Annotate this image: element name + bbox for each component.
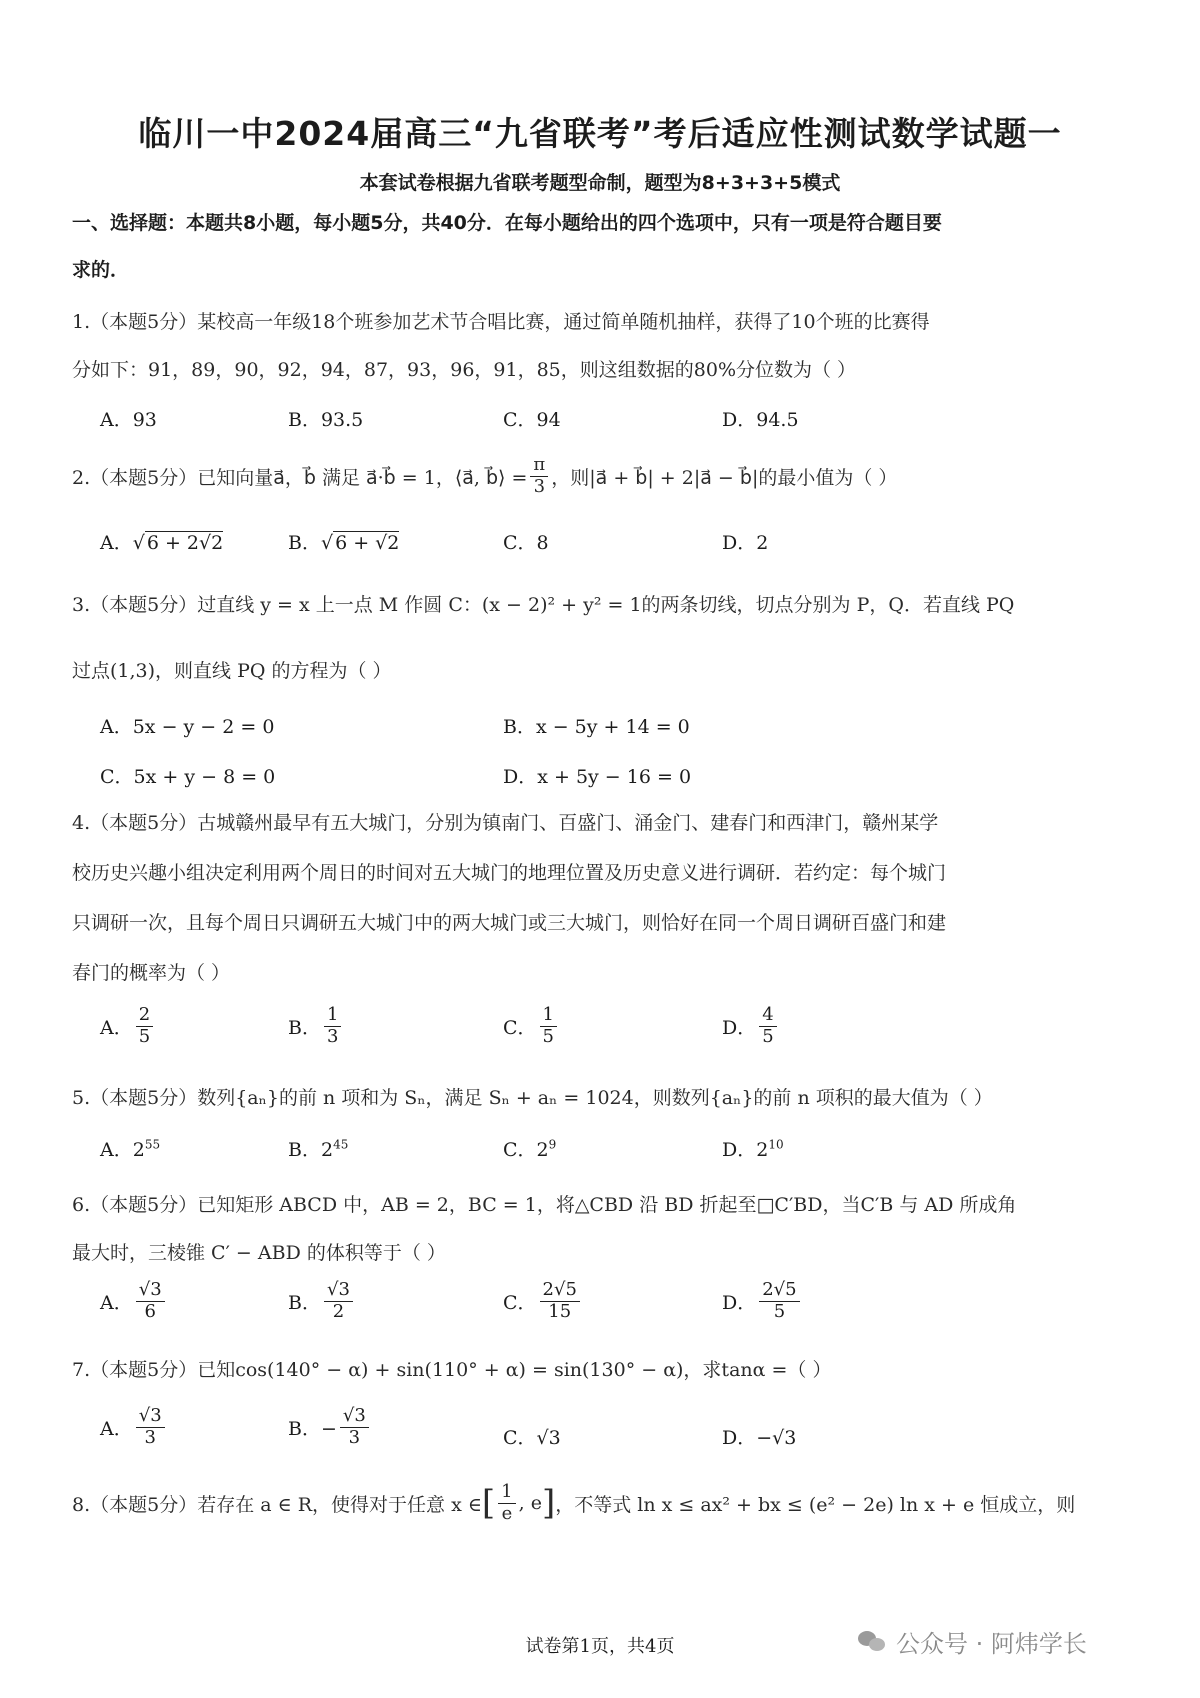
question-7-line1: 7.（本题5分）已知cos(140° − α) + sin(110° + α) = sin(130° − α)，求tanα =（ ） [72,1359,832,1381]
question-5-line1: 5.（本题5分）数列{aₙ}的前 n 项和为 Sₙ，满足 Sₙ + aₙ = 1024，则数列{aₙ}的前 n 项积的最大值为（ ） [72,1087,993,1109]
question-6-line1: 6.（本题5分）已知矩形 ABCD 中，AB = 2，BC = 1，将△CBD 沿 BD 折起至□C′BD，当C′B 与 AD 所成角 [72,1194,1017,1216]
option-label: D． [722,1291,757,1314]
fraction-numerator: 2√5 [540,1280,580,1302]
page-subtitle: 本套试卷根据九省联考题型命制，题型为8+3+3+5模式 [359,172,841,194]
question-5-option-a [100,1135,160,1162]
fraction-numerator: √3 [340,1406,369,1428]
question-2-text2: ，则|a⃗ + b⃗| + 2|a⃗ − b⃗|的最小值为（ ） [551,466,898,489]
fraction-denominator: 2 [332,1300,345,1322]
option-fraction [540,1280,580,1322]
option-fraction [340,1406,369,1448]
question-6-option-b [288,1280,356,1322]
fraction-numerator: 1 [540,1005,557,1027]
fraction-denominator: 3 [348,1426,361,1448]
option-fraction [136,1005,153,1047]
fraction-numerator: 2 [136,1005,153,1027]
fraction-denominator: 5 [542,1025,554,1047]
section-heading-line2: 求的． [72,259,130,281]
fraction-numerator: π [530,455,548,477]
question-3-line1: 3.（本题5分）过直线 y = x 上一点 M 作圆 C：(x − 2)² + y² = 1的两条切线，切点分别为 P，Q．若直线 PQ [72,594,1015,616]
question-2-prefix: 2.（本题5分）已知向量 [72,466,274,489]
question-4-line2: 校历史兴趣小组决定利用两个周日的时间对五大城门的地理位置及历史意义进行调研．若约定：每个城门 [72,862,947,884]
fraction-denominator: 6 [144,1300,156,1322]
question-7-option-c: C．√3 [503,1427,561,1449]
fraction-numerator: √3 [136,1280,165,1302]
option-exponent: 9 [548,1137,557,1152]
watermark [858,1624,1087,1659]
watermark-text: 公众号 · 阿炜学长 [896,1630,1087,1658]
question-1-line2: 分如下：91，89，90，92，94，87，93，96，91，85，则这组数据的80%分位数为（ ） [72,359,857,381]
fraction-denominator: 5 [773,1300,786,1322]
question-4-line3: 只调研一次，且每个周日只调研五大城门中的两大城门或三大城门，则恰好在同一个周日调研百盛门和建 [72,912,947,934]
question-1-option-d: D．94.5 [722,409,799,431]
question-2-option-b [288,528,399,555]
option-label: B．− [288,1417,337,1440]
fraction-denominator: 3 [144,1426,156,1448]
fraction-numerator: 2√5 [759,1280,799,1302]
right-bracket-icon: ] [541,1483,556,1524]
question-3-line2: 过点(1,3)，则直线 PQ 的方程为（ ） [72,660,392,682]
question-6-option-c [503,1280,583,1322]
option-label: B． [288,532,321,554]
option-label: D．2 [722,1139,769,1161]
left-bracket-icon: [ [481,1483,496,1524]
sqrt-sign-icon: √ [320,532,334,554]
option-label: A． [100,1016,133,1039]
question-3-option-b: B．x − 5y + 14 = 0 [503,716,690,738]
fraction-numerator: √3 [136,1406,165,1428]
option-label: C． [503,1016,537,1039]
option-fraction [759,1280,799,1322]
option-label: C．2 [503,1139,549,1161]
option-exponent: 45 [333,1137,349,1152]
fraction-denominator: 5 [138,1025,151,1047]
question-5-option-d [722,1135,784,1162]
question-7-option-b [288,1406,372,1448]
question-2-option-a [100,528,223,555]
option-label: B． [288,1291,321,1314]
question-1-option-a: A．93 [100,409,157,431]
question-4-option-c [503,1005,560,1047]
question-8-part1: 8.（本题5分）若存在 a ∈ R，使得对于任意 x ∈ [72,1493,482,1516]
question-2-line [72,455,1120,497]
question-1-line1: 1.（本题5分）某校高一年级18个班参加艺术节合唱比赛，通过简单随机抽样，获得了10个班的比赛得 [72,311,930,333]
question-6-line2: 最大时，三棱锥 C′ − ABD 的体积等于（ ） [72,1242,446,1264]
page-footer: 试卷第1页，共4页 [525,1636,675,1657]
page-title: 临川一中2024届高三“九省联考”考后适应性测试数学试题一 [138,114,1062,153]
question-4-option-b [288,1005,344,1047]
question-6-option-a [100,1280,168,1322]
question-8-part2: ，不等式 ln x ≤ ax² + bx ≤ (e² − 2e) ln x + e 恒成立，则 [555,1493,1076,1516]
question-2-angle-fraction [530,455,548,497]
option-fraction [136,1406,165,1448]
option-label: A． [100,532,133,554]
question-4-option-a [100,1005,156,1047]
fraction-denominator: 15 [548,1300,572,1322]
question-5-option-b [288,1135,348,1162]
question-1-option-c: C．94 [503,409,561,431]
option-label: A． [100,1291,133,1314]
option-fraction [324,1280,353,1322]
option-fraction [540,1005,557,1047]
question-5-option-c [503,1135,556,1162]
option-label: D． [722,1016,757,1039]
fraction-numerator: 4 [759,1005,776,1027]
option-label: B．2 [288,1139,334,1161]
question-6-option-d [722,1280,803,1322]
question-7-option-a [100,1406,168,1448]
option-value: 6 + 2√2 [146,532,224,554]
question-8-line1 [72,1482,1120,1524]
section-heading-line1: 一、选择题：本题共8小题，每小题5分，共40分．在每小题给出的四个选项中，只有一项是符合题目要 [72,212,942,234]
fraction-numerator: 1 [498,1482,515,1504]
sqrt-sign-icon: √ [132,532,145,554]
question-2-option-d: D．2 [722,532,769,554]
wechat-icon [858,1629,888,1655]
fraction-denominator: 3 [533,475,546,497]
option-label: C． [503,1291,537,1314]
fraction-numerator: √3 [324,1280,353,1302]
question-1-option-b: B．93.5 [288,409,364,431]
question-3-option-d: D．x + 5y − 16 = 0 [503,766,692,788]
question-3-option-a: A．5x − y − 2 = 0 [100,716,275,738]
fraction-denominator: 3 [326,1025,339,1047]
fraction-denominator: 5 [762,1025,774,1047]
question-4-option-d [722,1005,780,1047]
option-value: 6 + √2 [335,532,400,554]
option-fraction [324,1005,341,1047]
question-4-line1: 4.（本题5分）古城赣州最早有五大城门，分别为镇南门、百盛门、涌金门、建春门和西津门，赣州某学 [72,812,939,834]
fraction-numerator: 1 [324,1005,341,1027]
option-fraction [136,1280,165,1322]
question-3-option-c: C．5x + y − 8 = 0 [100,766,276,788]
question-2-text1: a⃗，b⃗ 满足 a⃗·b⃗ = 1，⟨a⃗, b⃗⟩ = [273,466,528,489]
question-4-line4: 春门的概率为（ ） [72,962,231,984]
option-exponent: 55 [144,1137,161,1152]
question-7-option-d: D．−√3 [722,1427,797,1449]
option-label: A． [100,1417,133,1440]
question-2-option-c: C．8 [503,532,549,554]
fraction-denominator: e [501,1502,513,1524]
option-label: B． [288,1016,321,1039]
option-fraction [759,1005,776,1047]
option-exponent: 10 [768,1137,784,1152]
interval-fraction [498,1482,515,1524]
interval-end: , e [518,1492,542,1515]
option-label: A．2 [100,1139,145,1161]
